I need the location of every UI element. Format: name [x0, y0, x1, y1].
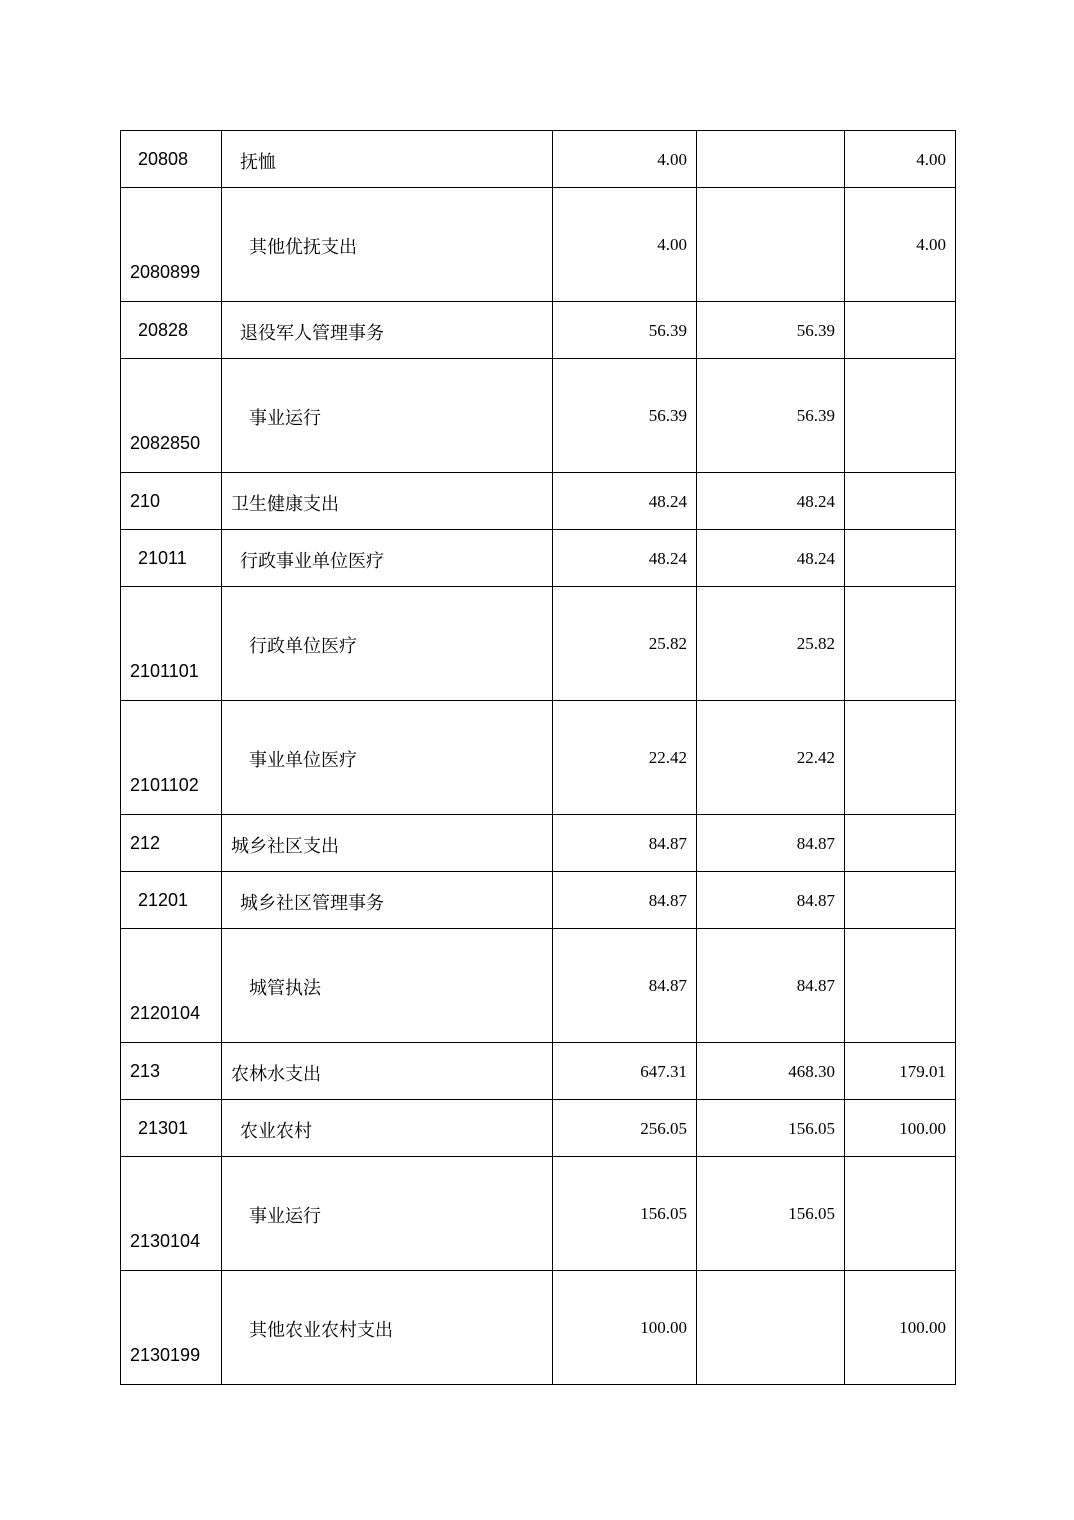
subject-code: 210	[130, 491, 161, 511]
basic-amount: 468.30	[788, 1062, 835, 1081]
subject-code: 213	[130, 1061, 161, 1081]
subject-code: 20808	[138, 149, 189, 169]
subject-name: 事业单位医疗	[249, 750, 357, 771]
total-amount: 647.31	[640, 1062, 687, 1081]
subject-code: 2080899	[130, 262, 201, 282]
table-body	[121, 131, 956, 1385]
total-amount: 84.87	[648, 834, 687, 853]
table-row	[121, 530, 956, 587]
total-amount: 84.87	[648, 976, 687, 995]
subject-name: 城管执法	[249, 978, 321, 999]
subject-code: 2120104	[130, 1003, 201, 1023]
project-amount: 179.01	[899, 1062, 946, 1081]
subject-code: 20828	[138, 320, 189, 340]
subject-name: 事业运行	[249, 408, 321, 429]
table-row	[121, 359, 956, 473]
table-row	[121, 815, 956, 872]
budget-expenditure-table	[120, 130, 956, 1385]
project-amount: 100.00	[899, 1119, 946, 1138]
basic-amount: 84.87	[796, 834, 835, 853]
basic-amount: 48.24	[796, 549, 835, 568]
total-amount: 4.00	[657, 235, 687, 254]
subject-name: 农林水支出	[231, 1064, 321, 1085]
subject-name: 行政单位医疗	[249, 636, 357, 657]
subject-name: 农业农村	[240, 1121, 312, 1142]
table-row	[121, 302, 956, 359]
total-amount: 56.39	[648, 321, 687, 340]
total-amount: 84.87	[648, 891, 687, 910]
table-row	[121, 587, 956, 701]
table-row	[121, 1157, 956, 1271]
subject-name: 城乡社区管理事务	[240, 893, 384, 914]
subject-name: 城乡社区支出	[231, 836, 339, 857]
table-row	[121, 131, 956, 188]
project-amount: 100.00	[899, 1318, 946, 1337]
basic-amount: 56.39	[796, 406, 835, 425]
total-amount: 48.24	[648, 492, 687, 511]
total-amount: 22.42	[648, 748, 687, 767]
table-row	[121, 1043, 956, 1100]
basic-amount: 56.39	[796, 321, 835, 340]
basic-amount: 48.24	[796, 492, 835, 511]
subject-name: 其他农业农村支出	[249, 1320, 393, 1341]
subject-name: 事业运行	[249, 1206, 321, 1227]
total-amount: 48.24	[648, 549, 687, 568]
project-amount: 4.00	[916, 235, 946, 254]
subject-code: 2101101	[130, 661, 199, 681]
table-row	[121, 1100, 956, 1157]
basic-amount: 22.42	[796, 748, 835, 767]
basic-amount: 25.82	[796, 634, 835, 653]
basic-amount: 84.87	[796, 976, 835, 995]
table-row	[121, 1271, 956, 1385]
table-row	[121, 188, 956, 302]
total-amount: 4.00	[657, 150, 687, 169]
subject-code: 2130104	[130, 1231, 201, 1251]
subject-code: 21011	[138, 548, 187, 568]
subject-name: 退役军人管理事务	[240, 323, 384, 344]
total-amount: 56.39	[648, 406, 687, 425]
basic-amount: 156.05	[788, 1204, 835, 1223]
table-row	[121, 929, 956, 1043]
table-row	[121, 473, 956, 530]
subject-name: 卫生健康支出	[231, 494, 339, 515]
basic-amount: 156.05	[788, 1119, 835, 1138]
subject-code: 2130199	[130, 1345, 201, 1365]
project-amount: 4.00	[916, 150, 946, 169]
subject-name: 其他优抚支出	[249, 237, 357, 258]
total-amount: 256.05	[640, 1119, 687, 1138]
subject-code: 2101102	[130, 775, 199, 795]
subject-code: 21301	[138, 1118, 189, 1138]
subject-name: 行政事业单位医疗	[240, 551, 384, 572]
subject-code: 212	[130, 833, 161, 853]
table-row	[121, 701, 956, 815]
total-amount: 156.05	[640, 1204, 687, 1223]
basic-amount: 84.87	[796, 891, 835, 910]
total-amount: 25.82	[648, 634, 687, 653]
total-amount: 100.00	[640, 1318, 687, 1337]
table-row	[121, 872, 956, 929]
subject-code: 2082850	[130, 433, 201, 453]
subject-code: 21201	[138, 890, 189, 910]
subject-name: 抚恤	[240, 152, 276, 173]
